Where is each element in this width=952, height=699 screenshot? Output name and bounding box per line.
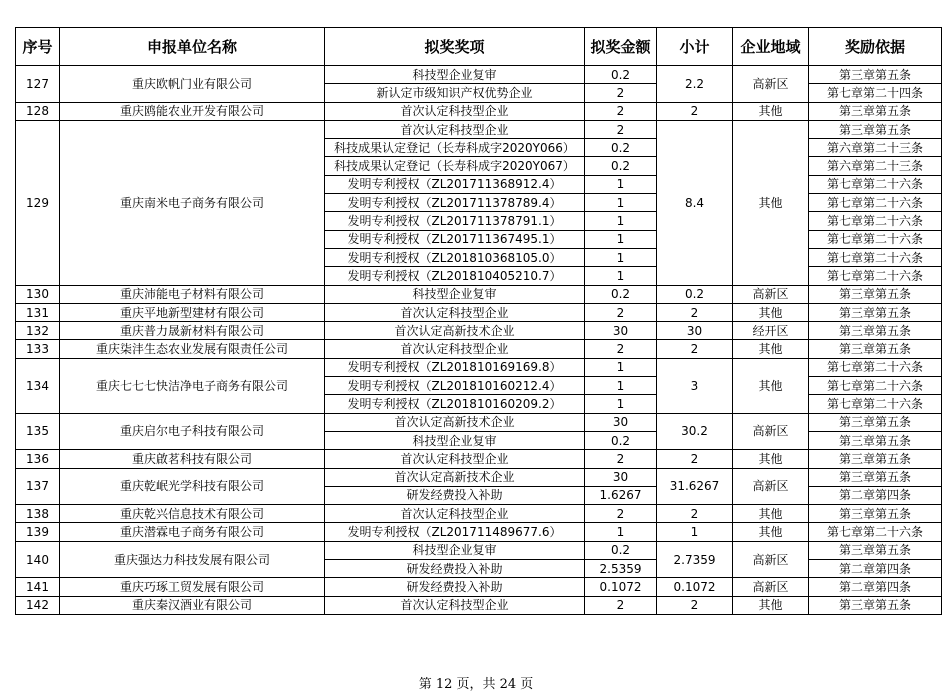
cell-name: 重庆普力晟新材料有限公司 (60, 322, 325, 340)
cell-amount: 1 (585, 194, 657, 212)
cell-amount: 1 (585, 175, 657, 193)
cell-award: 发明专利授权（ZL201810405210.7） (325, 267, 585, 285)
cell-subtotal: 2 (657, 596, 733, 614)
cell-name: 重庆南米电子商务有限公司 (60, 120, 325, 285)
table-row (16, 413, 942, 431)
cell-name: 重庆平地新型建材有限公司 (60, 303, 325, 321)
cell-no: 140 (16, 541, 60, 578)
cell-amount: 1 (585, 358, 657, 376)
cell-region: 高新区 (733, 578, 809, 596)
cell-award: 发明专利授权（ZL201711368912.4） (325, 175, 585, 193)
cell-award: 科技成果认定登记（长寿科成字2020Y067） (325, 157, 585, 175)
cell-name: 重庆鸥能农业开发有限公司 (60, 102, 325, 120)
cell-no: 136 (16, 450, 60, 468)
cell-basis: 第三章第五条 (809, 285, 942, 303)
cell-award: 首次认定科技型企业 (325, 303, 585, 321)
cell-subtotal: 2 (657, 340, 733, 358)
cell-no: 131 (16, 303, 60, 321)
cell-no: 138 (16, 505, 60, 523)
cell-subtotal: 3 (657, 358, 733, 413)
cell-no: 141 (16, 578, 60, 596)
cell-subtotal: 31.6267 (657, 468, 733, 505)
cell-basis: 第三章第五条 (809, 505, 942, 523)
cell-subtotal: 2.2 (657, 66, 733, 103)
cell-amount: 1 (585, 267, 657, 285)
cell-amount: 0.2 (585, 285, 657, 303)
cell-basis: 第七章第二十六条 (809, 358, 942, 376)
cell-award: 科技型企业复审 (325, 541, 585, 559)
cell-award: 首次认定高新技术企业 (325, 322, 585, 340)
table-row (16, 358, 942, 376)
cell-amount: 30 (585, 468, 657, 486)
cell-region: 其他 (733, 505, 809, 523)
award-table (15, 27, 942, 615)
cell-name: 重庆秦汉酒业有限公司 (60, 596, 325, 614)
cell-award: 研发经费投入补助 (325, 560, 585, 578)
cell-amount: 2 (585, 120, 657, 138)
cell-name: 重庆柒沣生态农业发展有限责任公司 (60, 340, 325, 358)
cell-subtotal: 2.7359 (657, 541, 733, 578)
table-row (16, 523, 942, 541)
cell-region: 其他 (733, 102, 809, 120)
cell-name: 重庆巧琢工贸发展有限公司 (60, 578, 325, 596)
header-name: 申报单位名称 (60, 28, 325, 66)
cell-basis: 第三章第五条 (809, 450, 942, 468)
table-row (16, 285, 942, 303)
cell-amount: 0.2 (585, 541, 657, 559)
cell-amount: 1 (585, 377, 657, 395)
page-footer: 第 12 页，共 24 页 (418, 677, 534, 692)
cell-no: 128 (16, 102, 60, 120)
cell-award: 首次认定高新技术企业 (325, 468, 585, 486)
cell-basis: 第三章第五条 (809, 102, 942, 120)
cell-award: 研发经费投入补助 (325, 486, 585, 504)
cell-basis: 第七章第二十六条 (809, 212, 942, 230)
cell-basis: 第七章第二十六条 (809, 175, 942, 193)
cell-name: 重庆乾兴信息技术有限公司 (60, 505, 325, 523)
cell-award: 首次认定科技型企业 (325, 120, 585, 138)
cell-basis: 第三章第五条 (809, 413, 942, 431)
cell-award: 科技型企业复审 (325, 285, 585, 303)
table-row (16, 66, 942, 84)
cell-no: 142 (16, 596, 60, 614)
cell-subtotal: 8.4 (657, 120, 733, 285)
cell-region: 其他 (733, 120, 809, 285)
cell-region: 其他 (733, 523, 809, 541)
cell-amount: 2 (585, 303, 657, 321)
cell-subtotal: 2 (657, 102, 733, 120)
cell-basis: 第二章第四条 (809, 578, 942, 596)
cell-amount: 1 (585, 523, 657, 541)
cell-amount: 30 (585, 322, 657, 340)
cell-amount: 2 (585, 450, 657, 468)
cell-region: 其他 (733, 596, 809, 614)
cell-award: 发明专利授权（ZL201810160212.4） (325, 377, 585, 395)
header-region: 企业地域 (733, 28, 809, 66)
cell-subtotal: 0.1072 (657, 578, 733, 596)
cell-name: 重庆七七七快洁净电子商务有限公司 (60, 358, 325, 413)
cell-basis: 第三章第五条 (809, 431, 942, 449)
cell-no: 137 (16, 468, 60, 505)
cell-region: 高新区 (733, 66, 809, 103)
cell-name: 重庆啟茗科技有限公司 (60, 450, 325, 468)
cell-no: 127 (16, 66, 60, 103)
cell-region: 其他 (733, 450, 809, 468)
table-row (16, 505, 942, 523)
cell-amount: 2.5359 (585, 560, 657, 578)
cell-award: 发明专利授权（ZL201810169169.8） (325, 358, 585, 376)
cell-basis: 第三章第五条 (809, 303, 942, 321)
header-basis: 奖励依据 (809, 28, 942, 66)
cell-amount: 2 (585, 505, 657, 523)
cell-name: 重庆乾岷光学科技有限公司 (60, 468, 325, 505)
table-row (16, 596, 942, 614)
cell-basis: 第六章第二十三条 (809, 157, 942, 175)
cell-amount: 2 (585, 84, 657, 102)
cell-amount: 1 (585, 395, 657, 413)
cell-basis: 第三章第五条 (809, 596, 942, 614)
header-amount: 拟奖金额 (585, 28, 657, 66)
cell-award: 发明专利授权（ZL201711378791.1） (325, 212, 585, 230)
cell-basis: 第七章第二十六条 (809, 194, 942, 212)
cell-no: 133 (16, 340, 60, 358)
table-row (16, 120, 942, 138)
cell-subtotal: 2 (657, 303, 733, 321)
cell-subtotal: 30 (657, 322, 733, 340)
cell-award: 新认定市级知识产权优势企业 (325, 84, 585, 102)
cell-region: 高新区 (733, 285, 809, 303)
cell-region: 其他 (733, 303, 809, 321)
cell-subtotal: 0.2 (657, 285, 733, 303)
table-row (16, 468, 942, 486)
cell-name: 重庆强达力科技发展有限公司 (60, 541, 325, 578)
cell-amount: 0.2 (585, 139, 657, 157)
table-row (16, 340, 942, 358)
cell-basis: 第七章第二十六条 (809, 395, 942, 413)
cell-no: 134 (16, 358, 60, 413)
cell-region: 高新区 (733, 413, 809, 450)
table-row (16, 578, 942, 596)
cell-amount: 0.2 (585, 431, 657, 449)
cell-name: 重庆潜霖电子商务有限公司 (60, 523, 325, 541)
table-body (16, 66, 942, 615)
cell-award: 首次认定科技型企业 (325, 596, 585, 614)
cell-amount: 1 (585, 212, 657, 230)
cell-amount: 0.1072 (585, 578, 657, 596)
cell-subtotal: 2 (657, 450, 733, 468)
cell-amount: 0.2 (585, 66, 657, 84)
cell-amount: 1.6267 (585, 486, 657, 504)
cell-amount: 30 (585, 413, 657, 431)
table-row (16, 303, 942, 321)
cell-amount: 0.2 (585, 157, 657, 175)
cell-region: 高新区 (733, 468, 809, 505)
cell-amount: 1 (585, 230, 657, 248)
cell-award: 科技型企业复审 (325, 431, 585, 449)
cell-name: 重庆欧帆门业有限公司 (60, 66, 325, 103)
cell-no: 130 (16, 285, 60, 303)
cell-award: 首次认定科技型企业 (325, 340, 585, 358)
cell-award: 首次认定科技型企业 (325, 450, 585, 468)
cell-region: 经开区 (733, 322, 809, 340)
header-subtotal: 小计 (657, 28, 733, 66)
cell-basis: 第二章第四条 (809, 486, 942, 504)
header-row (16, 28, 942, 66)
cell-basis: 第二章第四条 (809, 560, 942, 578)
cell-region: 其他 (733, 340, 809, 358)
cell-no: 132 (16, 322, 60, 340)
cell-basis: 第七章第二十六条 (809, 267, 942, 285)
cell-no: 135 (16, 413, 60, 450)
cell-region: 其他 (733, 358, 809, 413)
cell-region: 高新区 (733, 541, 809, 578)
cell-no: 139 (16, 523, 60, 541)
cell-award: 科技成果认定登记（长寿科成字2020Y066） (325, 139, 585, 157)
cell-basis: 第七章第二十六条 (809, 248, 942, 266)
cell-award: 首次认定科技型企业 (325, 102, 585, 120)
cell-basis: 第七章第二十六条 (809, 230, 942, 248)
cell-basis: 第三章第五条 (809, 120, 942, 138)
cell-basis: 第七章第二十四条 (809, 84, 942, 102)
cell-basis: 第三章第五条 (809, 340, 942, 358)
cell-basis: 第七章第二十六条 (809, 523, 942, 541)
cell-award: 发明专利授权（ZL201810160209.2） (325, 395, 585, 413)
cell-basis: 第六章第二十三条 (809, 139, 942, 157)
cell-amount: 2 (585, 102, 657, 120)
cell-subtotal: 1 (657, 523, 733, 541)
cell-award: 首次认定科技型企业 (325, 505, 585, 523)
header-award: 拟奖奖项 (325, 28, 585, 66)
table-row (16, 322, 942, 340)
cell-name: 重庆沛能电子材料有限公司 (60, 285, 325, 303)
cell-basis: 第七章第二十六条 (809, 377, 942, 395)
cell-award: 发明专利授权（ZL201810368105.0） (325, 248, 585, 266)
cell-award: 科技型企业复审 (325, 66, 585, 84)
cell-amount: 1 (585, 248, 657, 266)
cell-amount: 2 (585, 340, 657, 358)
cell-award: 首次认定高新技术企业 (325, 413, 585, 431)
cell-basis: 第三章第五条 (809, 322, 942, 340)
cell-award: 发明专利授权（ZL201711489677.6） (325, 523, 585, 541)
cell-basis: 第三章第五条 (809, 468, 942, 486)
table-row (16, 541, 942, 559)
cell-basis: 第三章第五条 (809, 66, 942, 84)
table-row (16, 450, 942, 468)
cell-award: 发明专利授权（ZL201711378789.4） (325, 194, 585, 212)
cell-award: 研发经费投入补助 (325, 578, 585, 596)
header-no: 序号 (16, 28, 60, 66)
table-row (16, 102, 942, 120)
cell-award: 发明专利授权（ZL201711367495.1） (325, 230, 585, 248)
cell-no: 129 (16, 120, 60, 285)
cell-subtotal: 30.2 (657, 413, 733, 450)
cell-subtotal: 2 (657, 505, 733, 523)
cell-amount: 2 (585, 596, 657, 614)
cell-basis: 第三章第五条 (809, 541, 942, 559)
cell-name: 重庆启尔电子科技有限公司 (60, 413, 325, 450)
